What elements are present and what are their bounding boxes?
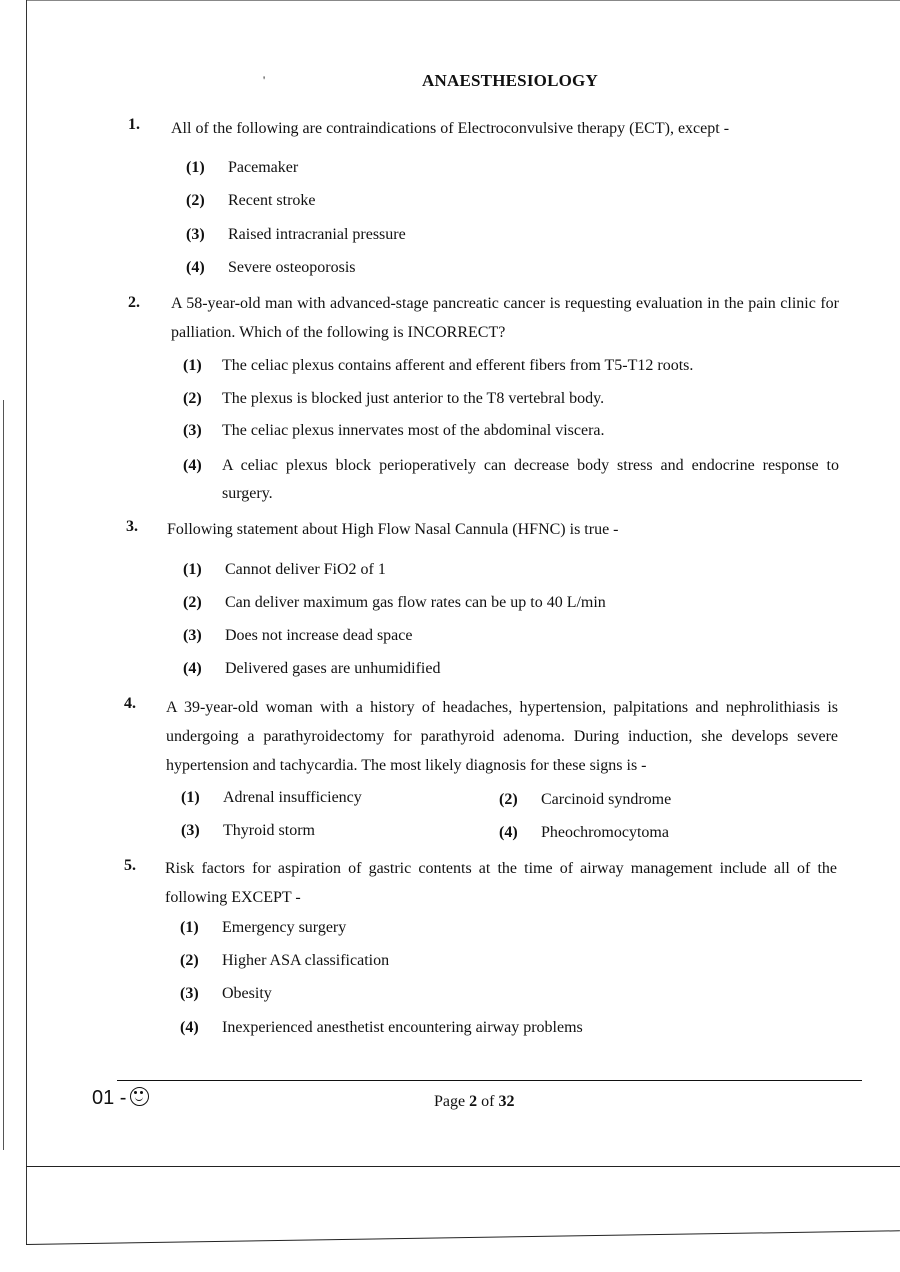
tick-mark: ' xyxy=(263,73,266,87)
scan-border-top xyxy=(26,0,900,2)
option[interactable] xyxy=(183,390,604,408)
option-text: The celiac plexus innervates most of the abdominal viscera. xyxy=(222,422,605,439)
option-label: (2) xyxy=(183,390,202,407)
option[interactable] xyxy=(183,357,693,375)
paper-code xyxy=(92,1087,149,1110)
option-text: Pheochromocytoma xyxy=(541,824,669,841)
option[interactable] xyxy=(183,422,605,440)
option-text: Can deliver maximum gas flow rates can be up to 40 L/min xyxy=(225,594,606,611)
page-title: ANAESTHESIOLOGY xyxy=(422,71,598,90)
page-prefix: Page xyxy=(434,1093,470,1110)
option-text: Adrenal insufficiency xyxy=(223,789,362,806)
option[interactable] xyxy=(186,159,298,177)
question-number: 1. xyxy=(128,116,140,133)
question-number: 4. xyxy=(124,695,136,712)
option-text: A celiac plexus block perioperatively can decrease body stress and endocrine response to surgery. xyxy=(222,457,839,502)
option-text: Thyroid storm xyxy=(223,822,315,839)
paper-code-text: 01 - xyxy=(92,1087,127,1109)
smiley-circle-icon xyxy=(130,1087,149,1106)
option-label: (1) xyxy=(186,159,205,176)
option-label: (3) xyxy=(186,226,205,243)
scan-border-left-outer xyxy=(3,400,4,1150)
option-text: Does not increase dead space xyxy=(225,627,413,644)
option-text: The celiac plexus contains afferent and efferent fibers from T5-T12 roots. xyxy=(222,357,694,374)
option[interactable] xyxy=(180,1019,583,1037)
question-text: A 58-year-old man with advanced-stage pancreatic cancer is requesting evaluation in the pain clinic for palliation. Which of the following is INCORRECT? xyxy=(171,295,839,341)
scan-line-bottom xyxy=(26,1166,900,1167)
option-label: (4) xyxy=(186,259,205,276)
option-text: Inexperienced anesthetist encountering airway problems xyxy=(222,1019,583,1036)
option[interactable] xyxy=(183,627,412,645)
option-text: Delivered gases are unhumidified xyxy=(225,660,441,677)
footer-rule xyxy=(117,1080,862,1081)
option-label: (4) xyxy=(183,660,202,677)
question-number: 2. xyxy=(128,294,140,311)
option-label: (3) xyxy=(181,822,200,839)
option[interactable] xyxy=(183,660,440,678)
option-label: (2) xyxy=(186,192,205,209)
option[interactable] xyxy=(186,259,356,277)
option-text: Obesity xyxy=(222,985,272,1002)
option-text: Raised intracranial pressure xyxy=(228,226,406,243)
option-label: (1) xyxy=(183,357,202,374)
option[interactable] xyxy=(181,822,315,840)
option-label: (4) xyxy=(183,457,202,474)
option[interactable] xyxy=(183,561,386,579)
page-indicator xyxy=(434,1093,514,1111)
option[interactable] xyxy=(186,192,316,210)
option-text: Cannot deliver FiO2 of 1 xyxy=(225,561,386,578)
page-total: 32 xyxy=(498,1093,515,1110)
option-label: (2) xyxy=(180,952,199,969)
option-text: Severe osteoporosis xyxy=(228,259,356,276)
option-label: (3) xyxy=(180,985,199,1002)
option-label: (2) xyxy=(499,791,518,808)
option[interactable] xyxy=(180,952,389,970)
option-label: (4) xyxy=(180,1019,199,1036)
option-text: Higher ASA classification xyxy=(222,952,390,969)
option-text: Carcinoid syndrome xyxy=(541,791,672,808)
option[interactable] xyxy=(181,789,362,807)
question-text: A 39-year-old woman with a history of headaches, hypertension, palpitations and nephrolithiasis is undergoing a parathyroidectomy for parathyroid adenoma. During induction, she develops severe hypertension and tachycardia. The most likely diagnosis for these signs is - xyxy=(166,699,838,774)
option[interactable] xyxy=(180,985,272,1003)
option-text: Emergency surgery xyxy=(222,919,347,936)
option-label: (3) xyxy=(183,627,202,644)
option[interactable] xyxy=(499,824,669,842)
option-label: (1) xyxy=(181,789,200,806)
option-label: (4) xyxy=(499,824,518,841)
question-number: 3. xyxy=(126,518,138,535)
question-text: Following statement about High Flow Nasal Cannula (HFNC) is true - xyxy=(167,521,619,538)
option[interactable] xyxy=(183,452,839,508)
option[interactable] xyxy=(499,791,671,809)
question-number: 5. xyxy=(124,857,136,874)
option[interactable] xyxy=(186,226,406,244)
option-label: (2) xyxy=(183,594,202,611)
page-mid: of xyxy=(477,1093,499,1110)
option-label: (1) xyxy=(183,561,202,578)
scan-border-left xyxy=(26,0,27,1245)
option-label: (1) xyxy=(180,919,199,936)
question-text: All of the following are contraindications of Electroconvulsive therapy (ECT), except - xyxy=(171,120,730,137)
option-label: (3) xyxy=(183,422,202,439)
option-text: Recent stroke xyxy=(228,192,316,209)
page-current: 2 xyxy=(469,1093,478,1110)
question-text: Risk factors for aspiration of gastric contents at the time of airway management include all of the following EXCEPT - xyxy=(165,860,837,906)
option[interactable] xyxy=(180,919,346,937)
option-text: The plexus is blocked just anterior to the T8 vertebral body. xyxy=(222,390,605,407)
scan-line-bottom-lower xyxy=(26,1230,900,1245)
option-text: Pacemaker xyxy=(228,159,299,176)
option[interactable] xyxy=(183,594,606,612)
